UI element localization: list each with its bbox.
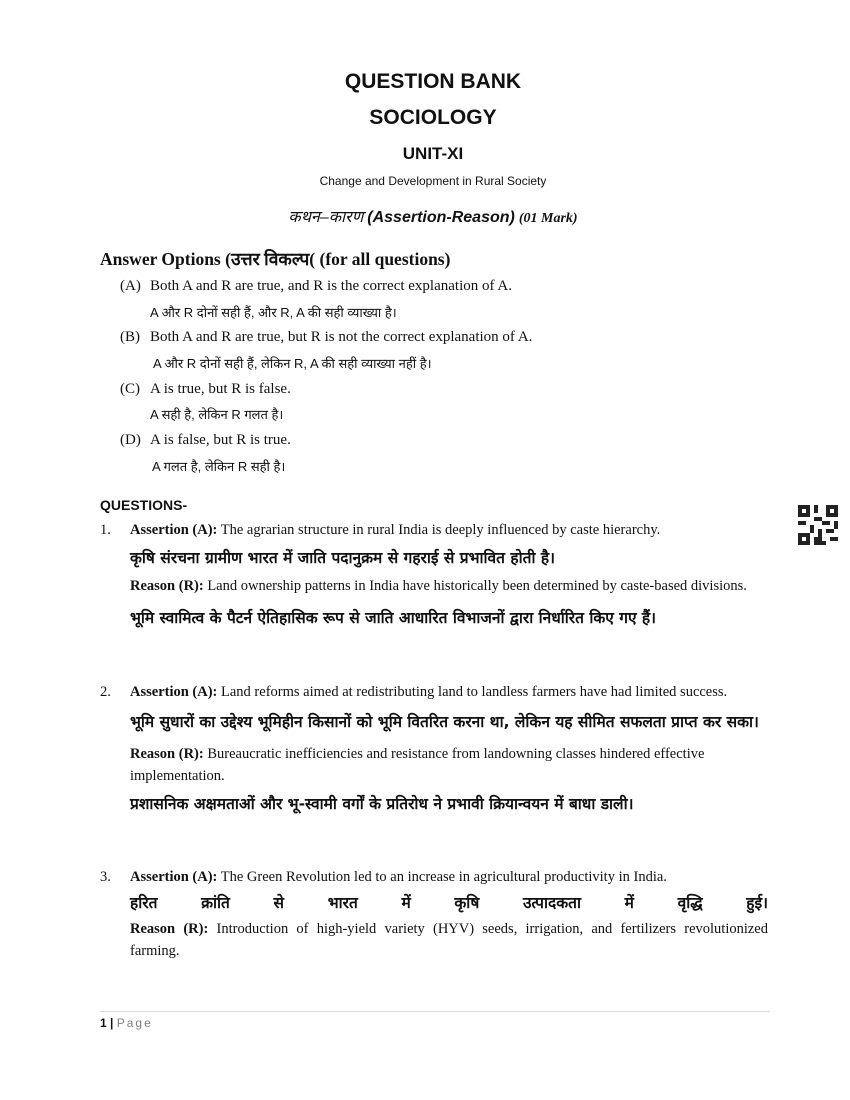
question-2 bbox=[100, 681, 768, 819]
option-d-hindi: A गलत है, लेकिन R सही है। bbox=[152, 459, 286, 474]
option-label: (A) bbox=[120, 278, 141, 294]
questions-heading: QUESTIONS- bbox=[100, 497, 188, 513]
page-number: 1 bbox=[100, 1016, 107, 1030]
reason-hindi: भूमि स्वामित्व के पैटर्न ऐतिहासिक रूप से जाति आधारित विभाजनों द्वारा निर्धारित किए गए हैं। bbox=[130, 609, 657, 627]
option-text: A is true, but R is false. bbox=[150, 381, 291, 397]
option-a bbox=[120, 278, 512, 295]
option-label: (B) bbox=[120, 329, 140, 345]
option-text: Both A and R are true, but R is not the correct explanation of A. bbox=[150, 329, 533, 345]
option-d bbox=[120, 432, 291, 449]
question-3 bbox=[100, 866, 768, 962]
reason-hindi: प्रशासनिक अक्षमताओं और भू-स्वामी वर्गों के प्रतिरोध ने प्रभावी क्रियान्वयन में बाधा डाली। bbox=[130, 795, 634, 813]
section-marks: (01 Mark) bbox=[518, 211, 578, 226]
qr-code-icon bbox=[798, 505, 838, 545]
option-label: (D) bbox=[120, 432, 141, 448]
assertion-label: Assertion (A): bbox=[130, 684, 218, 700]
page-footer bbox=[100, 1016, 153, 1030]
reason bbox=[130, 918, 768, 962]
reason bbox=[130, 575, 768, 597]
page-label: Page bbox=[116, 1016, 153, 1030]
reason-label: Reason (R): bbox=[130, 746, 204, 762]
assertion bbox=[130, 866, 768, 888]
reason bbox=[130, 743, 768, 787]
question-number: 2. bbox=[100, 684, 111, 700]
assertion bbox=[130, 519, 768, 541]
section-title bbox=[0, 205, 850, 227]
option-b-hindi: A और R दोनों सही हैं, लेकिन R, A की सही व्याख्या नहीं है। bbox=[153, 356, 432, 371]
question-1 bbox=[100, 519, 768, 633]
option-b bbox=[120, 329, 532, 346]
subject-title: SOCIOLOGY bbox=[369, 106, 497, 129]
assertion-label: Assertion (A): bbox=[130, 522, 218, 538]
assertion-hindi: भूमि सुधारों का उद्देश्य भूमिहीन किसानों को भूमि वितरित करना था, लेकिन यह सीमित सफलता प्राप्त कर सका। bbox=[130, 713, 759, 731]
option-text: A is false, but R is true. bbox=[150, 432, 291, 448]
footer-separator: | bbox=[110, 1016, 114, 1030]
assertion-text: The agrarian structure in rural India is deeply influenced by caste hierarchy. bbox=[220, 522, 661, 538]
option-text: Both A and R are true, and R is the correct explanation of A. bbox=[150, 278, 512, 294]
unit-title: UNIT-XI bbox=[402, 144, 464, 163]
assertion-text: The Green Revolution led to an increase in agricultural productivity in India. bbox=[220, 869, 667, 885]
option-c bbox=[120, 381, 291, 398]
question-number: 1. bbox=[100, 522, 111, 538]
assertion-text: Land reforms aimed at redistributing land to landless farmers have had limited success. bbox=[221, 684, 728, 700]
reason-label: Reason (R): bbox=[130, 578, 204, 594]
section-hindi: कथन–कारण bbox=[288, 209, 364, 226]
reason-text: Bureaucratic inefficiencies and resistance from landowning classes hindered effective implementation. bbox=[130, 746, 705, 784]
assertion-hindi: हरित क्रांति से भारत में कृषि उत्पादकता में वृद्धि हुई। bbox=[130, 894, 768, 912]
question-number: 3. bbox=[100, 869, 111, 885]
assertion-label: Assertion (A): bbox=[130, 869, 218, 885]
option-a-hindi: A और R दोनों सही हैं, और R, A की सही व्याख्या है। bbox=[150, 305, 397, 320]
answer-options-heading: Answer Options (उत्तर विकल्प( (for all questions) bbox=[100, 249, 451, 269]
reason-text: Introduction of high-yield variety (HYV) seeds, irrigation, and fertilizers revolutionized farming. bbox=[130, 921, 768, 959]
document-title: QUESTION BANK bbox=[344, 70, 522, 93]
reason-text: Land ownership patterns in India have historically been determined by caste-based divisions. bbox=[207, 578, 747, 594]
option-c-hindi: A सही है, लेकिन R गलत है। bbox=[150, 407, 284, 422]
option-label: (C) bbox=[120, 381, 140, 397]
assertion bbox=[130, 681, 768, 703]
footer-divider bbox=[100, 1011, 770, 1012]
chapter-title: Change and Development in Rural Society bbox=[319, 174, 547, 188]
reason-label: Reason (R): bbox=[130, 921, 209, 937]
assertion-hindi: कृषि संरचना ग्रामीण भारत में जाति पदानुक्रम से गहराई से प्रभावित होती है। bbox=[130, 549, 555, 567]
section-english: (Assertion-Reason) bbox=[367, 209, 515, 226]
